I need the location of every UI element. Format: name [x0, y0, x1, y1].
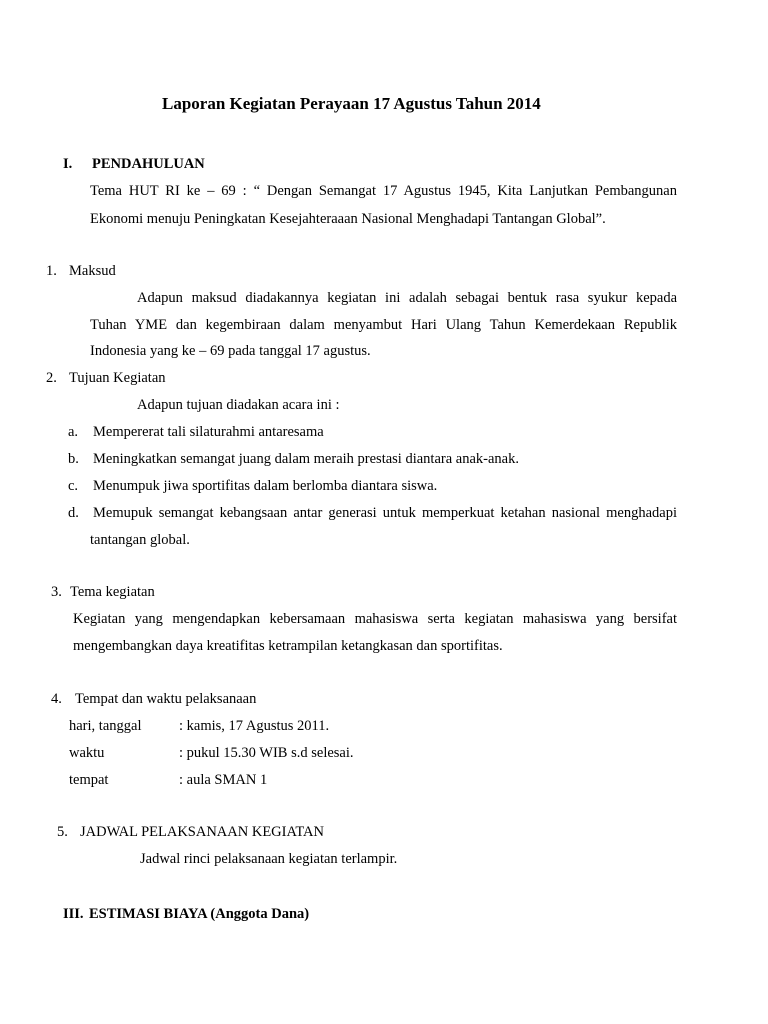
list-item: Mempererat tali silaturahmi antaresama — [93, 424, 324, 440]
tema-text-line: mengembangkan daya kreatifitas ketrampilan ketangkasan dan sportifitas. — [73, 638, 503, 654]
heading-jadwal: JADWAL PELAKSANAAN KEGIATAN — [80, 824, 324, 840]
list-marker: c. — [68, 478, 79, 494]
section-heading-estimasi: ESTIMASI BIAYA (Anggota Dana) — [89, 906, 310, 922]
heading-maksud: Maksud — [69, 263, 116, 279]
section-number: III. — [63, 906, 84, 922]
maksud-text-line: Adapun maksud diadakannya kegiatan ini adalah sebagai bentuk rasa syukur kepada — [137, 290, 677, 306]
list-item: Menumpuk jiwa sportifitas dalam berlomba diantara siswa. — [93, 478, 438, 494]
detail-label: tempat — [69, 772, 109, 788]
jadwal-text: Jadwal rinci pelaksanaan kegiatan terlampir. — [140, 851, 398, 867]
document-title: Laporan Kegiatan Perayaan 17 Agustus Tahun 2014 — [162, 94, 541, 113]
section-number: I. — [63, 156, 73, 172]
item-number: 1. — [46, 263, 57, 279]
detail-value: : aula SMAN 1 — [179, 772, 268, 788]
maksud-text-line: Indonesia yang ke – 69 pada tanggal 17 agustus. — [90, 343, 371, 359]
heading-tema: Tema kegiatan — [70, 584, 155, 600]
list-item-continuation: tantangan global. — [90, 532, 190, 548]
list-item: Memupuk semangat kebangsaan antar generasi untuk memperkuat ketahan nasional menghadapi — [93, 505, 677, 521]
pendahuluan-text-line: Tema HUT RI ke – 69 : “ Dengan Semangat 17 Agustus 1945, Kita Lanjutkan Pembangunan — [90, 183, 677, 199]
section-heading-pendahuluan: PENDAHULUAN — [92, 156, 205, 172]
tema-text-line: Kegiatan yang mengendapkan kebersamaan mahasiswa serta kegiatan mahasiswa yang bersifat — [73, 611, 677, 627]
list-marker: b. — [68, 451, 79, 467]
pendahuluan-text-line: Ekonomi menuju Peningkatan Kesejahteraaan Nasional Menghadapi Tantangan Global”. — [90, 211, 606, 227]
detail-label: hari, tanggal — [69, 718, 142, 734]
list-marker: d. — [68, 505, 79, 521]
list-marker: a. — [68, 424, 79, 440]
maksud-text-line: Tuhan YME dan kegembiraan dalam menyambut Hari Ulang Tahun Kemerdekaan Republik — [90, 317, 677, 333]
detail-label: waktu — [69, 745, 105, 761]
detail-value: : pukul 15.30 WIB s.d selesai. — [179, 745, 354, 761]
heading-tempat: Tempat dan waktu pelaksanaan — [75, 691, 257, 707]
item-number: 2. — [46, 370, 57, 386]
item-number: 3. — [51, 584, 62, 600]
heading-tujuan: Tujuan Kegiatan — [69, 370, 166, 386]
item-number: 4. — [51, 691, 62, 707]
tujuan-intro: Adapun tujuan diadakan acara ini : — [137, 397, 340, 413]
list-item: Meningkatkan semangat juang dalam meraih prestasi diantara anak-anak. — [93, 451, 519, 467]
item-number: 5. — [57, 824, 68, 840]
detail-value: : kamis, 17 Agustus 2011. — [179, 718, 330, 734]
